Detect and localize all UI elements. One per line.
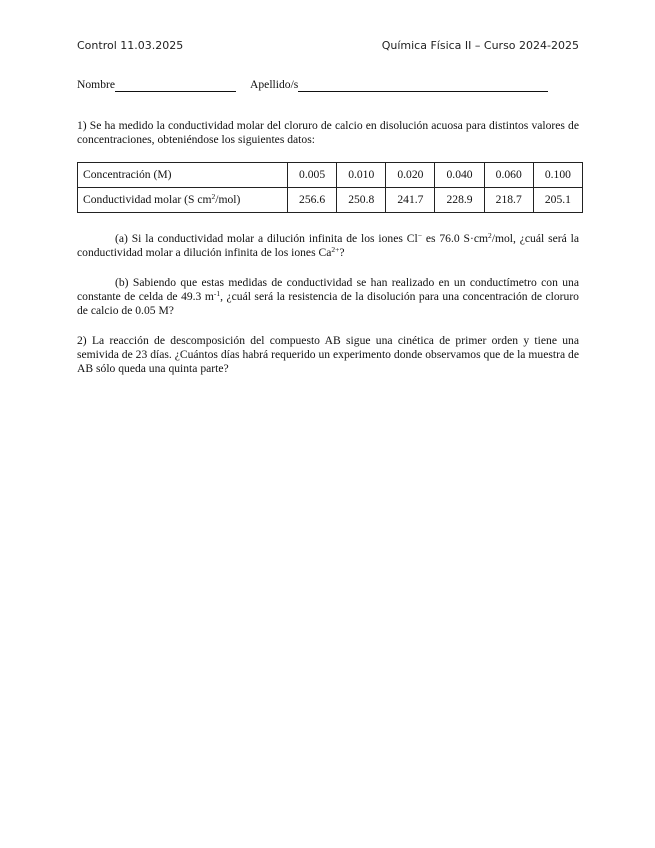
table-cell: 218.7 [484,188,533,213]
apellido-label: Apellido/s [250,78,299,91]
header-left: Control 11.03.2025 [77,39,184,52]
table-cell: 0.005 [288,163,337,188]
question-1a: (a) Si la conductividad molar a dilución infinita de los iones Cl− es 76.0 $S\cdot cm^2$/mol, ¿cuál será la conductividad molar a dilución infinita de los iones $Ca^{2+}$? [77,231,579,259]
header-right: Química Física II – Curso 2024-2025 [381,39,579,52]
apellido-blank [298,79,548,92]
table-cell: 250.8 [337,188,386,213]
table-cell: 256.6 [288,188,337,213]
table-cell: 0.040 [435,163,484,188]
table-row [78,188,583,213]
table-cell: 205.1 [533,188,582,213]
nombre-blank [115,79,236,92]
table-row [78,163,583,188]
table-cell: 0.060 [484,163,533,188]
table-cell: 228.9 [435,188,484,213]
table-header-cell: Conductividad molar (S $cm^2/mol$) [78,188,288,213]
table-cell: 0.010 [337,163,386,188]
question-1-intro: 1) Se ha medido la conductividad molar del cloruro de calcio en disolución acuosa para distintos valores de concentraciones, obteniéndose los siguientes datos: [77,119,579,146]
nombre-label: Nombre [77,78,115,91]
table-cell: 0.100 [533,163,582,188]
conductivity-table [77,162,583,213]
table-cell: 241.7 [386,188,435,213]
name-row [77,78,577,94]
table-header-cell: Concentración (M) [78,163,288,188]
question-2: 2) La reacción de descomposición del compuesto AB sigue una cinética de primer orden y tiene una semivida de 23 días. ¿Cuántos días habrá requerido un experimento donde observamos que de la muestra de AB sólo queda una quinta parte? [77,334,579,375]
table-cell: 0.020 [386,163,435,188]
question-1b: (b) Sabiendo que estas medidas de conductividad se han realizado en un conductímetro con una constante de celda de 49.3 $m^{-1}$, ¿cuál será la resistencia de la disolución para una concentración de cloruro de calcio de 0.05 M? [77,276,579,317]
